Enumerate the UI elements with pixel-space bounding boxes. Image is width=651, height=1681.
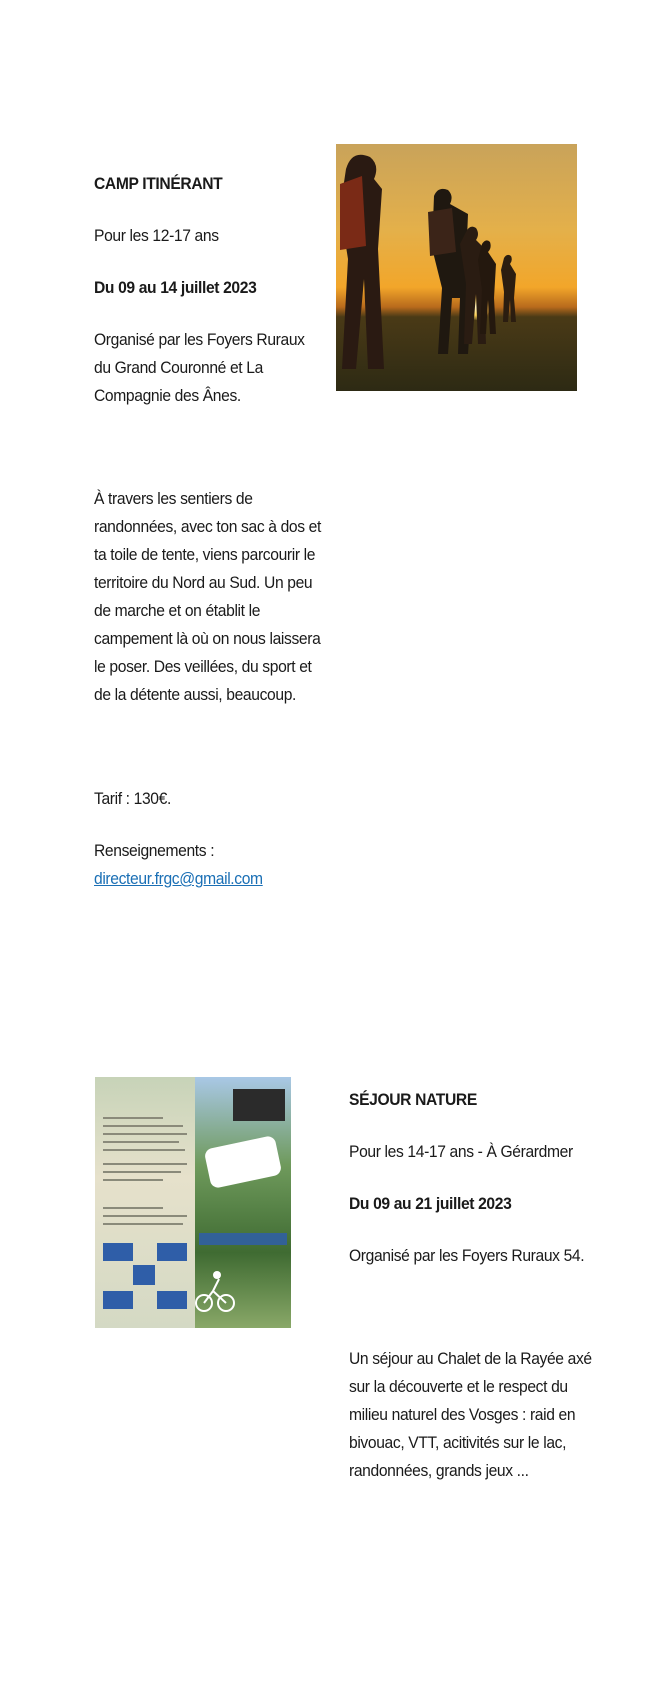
camp-description-line: randonnées, avec ton sac à dos et (94, 517, 321, 536)
camp-description (94, 485, 321, 709)
camp-description-line: de la détente aussi, beaucoup. (94, 685, 297, 704)
leaflet-box (103, 1243, 133, 1261)
sejour-description-line: Un séjour au Chalet de la Rayée axé (349, 1349, 592, 1368)
leaflet-date-band (199, 1233, 287, 1245)
cyclist-icon (195, 1269, 235, 1313)
camp-info-label: Renseignements : (94, 841, 215, 860)
leaflet-box (133, 1265, 155, 1285)
sejour-organizer: Organisé par les Foyers Ruraux 54. (349, 1246, 585, 1265)
camp-dates: Du 09 au 14 juillet 2023 (94, 278, 257, 297)
camp-description-line: À travers les sentiers de (94, 489, 253, 508)
leaflet-text-line (103, 1163, 187, 1165)
camp-organizer (94, 326, 305, 410)
camp-email-link[interactable]: directeur.frgc@gmail.com (94, 869, 263, 888)
hikers-sunset-photo (336, 144, 577, 391)
camp-description-line: le poser. Des veillées, du sport et (94, 657, 312, 676)
camp-organizer-line: Organisé par les Foyers Ruraux (94, 330, 305, 349)
leaflet-text-line (103, 1215, 187, 1217)
camp-organizer-line: Compagnie des Ânes. (94, 386, 241, 405)
sejour-age-place: Pour les 14-17 ans - À Gérardmer (349, 1142, 573, 1161)
sejour-description-line: randonnées, grands jeux ... (349, 1461, 529, 1480)
leaflet-box (103, 1291, 133, 1309)
camp-description-line: territoire du Nord au Sud. Un peu (94, 573, 313, 592)
leaflet-text-line (103, 1133, 187, 1135)
leaflet-text-line (103, 1117, 163, 1119)
sejour-description-line: bivouac, VTT, acitivités sur le lac, (349, 1433, 567, 1452)
leaflet-text-line (103, 1125, 183, 1127)
camp-age: Pour les 12-17 ans (94, 226, 219, 245)
camp-price: Tarif : 130€. (94, 789, 171, 808)
sejour-description-line: sur la découverte et le respect du (349, 1377, 568, 1396)
sejour-dates: Du 09 au 21 juillet 2023 (349, 1194, 512, 1213)
camp-info (94, 837, 263, 893)
leaflet-text-line (103, 1223, 183, 1225)
leaflet-text-line (103, 1207, 163, 1209)
leaflet-title-banner (233, 1089, 285, 1121)
camp-description-line: ta toile de tente, viens parcourir le (94, 545, 316, 564)
leaflet-box (157, 1243, 187, 1261)
camp-description-line: de marche et on établit le (94, 601, 261, 620)
sejour-title: SÉJOUR NATURE (349, 1090, 477, 1109)
camp-description-line: campement là où on nous laissera (94, 629, 321, 648)
camp-organizer-line: du Grand Couronné et La (94, 358, 263, 377)
camp-title: CAMP ITINÉRANT (94, 174, 223, 193)
leaflet-text-line (103, 1149, 185, 1151)
leaflet-text-line (103, 1141, 179, 1143)
hikers-silhouettes (336, 144, 577, 391)
leaflet-text-line (103, 1179, 163, 1181)
sejour-description-line: milieu naturel des Vosges : raid en (349, 1405, 576, 1424)
sejour-leaflet-image (95, 1077, 291, 1328)
leaflet-text-line (103, 1171, 181, 1173)
sejour-description (349, 1345, 592, 1485)
leaflet-box (157, 1291, 187, 1309)
